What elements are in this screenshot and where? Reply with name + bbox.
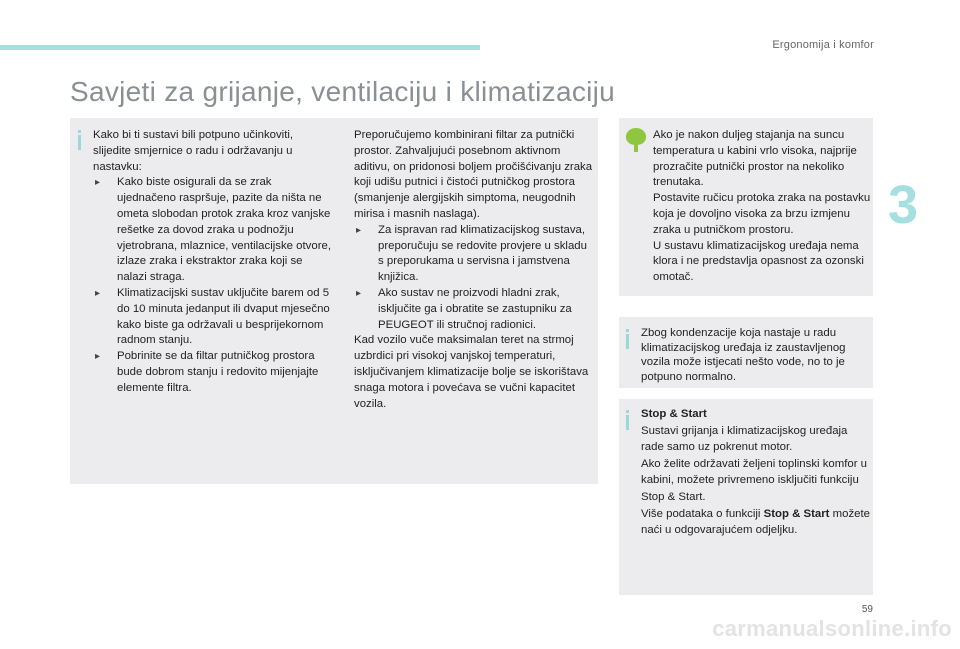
col2-bullet-2: ▸ Ako sustav ne proizvodi hladni zrak, isključite ga i obratite se zastupniku za PEUGEOT ili stručnoj radionici.: [354, 286, 594, 333]
col1-bullet-3: ▸ Pobrinite se da filtar putničkog prostora bude dobrom stanju i redovito mijenjajte elemente filtra.: [93, 349, 333, 396]
stop-start-p3-bold: Stop & Start: [763, 507, 830, 520]
stop-start-p3-start: Više podataka o funkciji: [641, 507, 764, 520]
page-title: Savjeti za grijanje, ventilaciju i klimatizaciju: [70, 76, 616, 107]
col1-bullet-1: ▸ Kako biste osigurali da se zrak ujednačeno raspršuje, pazite da ništa ne ometa slobodan protok zraka kroz vanjske rešetke za dovod zraka u podnožju vjetrobrana, mlaznice, ventilacijske otvore, izlaze zraka i ekstraktor zraka koji se nalazi straga.: [93, 175, 333, 286]
col2-bullet-1: ▸ Za ispravan rad klimatizacijskog sustava, preporučuju se redovite provjere u skladu s preporukama u servisna i jamstvena knjižica.: [354, 223, 594, 286]
stop-start-p1: Sustavi grijanja i klimatizacijskog uređaja rade samo uz pokrenut motor.: [641, 424, 848, 454]
eco-tip-p3: U sustavu klimatizacijskog uređaja nema klora i ne predstavlja opasnost za ozonski omotač.: [653, 239, 864, 284]
condensation-text: [641, 326, 871, 384]
page-number: 59: [861, 604, 873, 615]
stop-start-p3: [641, 506, 871, 539]
eco-tip-text: [653, 128, 871, 286]
stop-start-title: Stop & Start: [641, 408, 707, 420]
eco-tip-p1: Ako je nakon duljeg stajanja na suncu temperatura u kabini vrlo visoka, najprije prozračite putnički prostor na nekoliko trenutaka.: [653, 129, 857, 189]
advice-column-1: [93, 128, 333, 397]
condensation-p: Zbog kondenzacije koja nastaje u radu klimatizacijskog uređaja iz zaustavljenog vozila može istjecati nešto vode, no to je potpuno normalno.: [641, 327, 846, 383]
col2-outro: Kad vozilo vuče maksimalan teret na strmoj uzbrdici pri visokoj vanjskoj temperaturi, isključivanjem klimatizacije bolje se iskorištava snaga motora i povećava se vučni kapacitet vozila.: [354, 334, 589, 410]
stop-start-text: [641, 406, 871, 539]
col1-bullet-2: ▸ Klimatizacijski sustav uključite barem od 5 do 10 minuta jedanput ili dvaput mjesečno kako biste ga održavali u besprijekornom radnom stanju.: [93, 286, 333, 349]
section-name: Ergonomija i komfor: [772, 39, 874, 51]
chapter-number: 3: [888, 175, 919, 235]
tree-icon: [626, 128, 646, 152]
eco-tip-p2: Postavite ručicu protoka zraka na postavku koja je dovoljno visoka za brzu izmjenu zraka u putničkom prostoru.: [653, 192, 871, 236]
advice-column-2: [354, 128, 594, 412]
watermark: carmanualsonline.info: [712, 616, 952, 641]
col2-intro: Preporučujemo kombinirani filtar za putnički prostor. Zahvaljujući posebnom aktivnom aditivu, on pridonosi boljem pročišćivanju zraka koji udišu putnici i čistoći putničkog prostora (smanjenje alergijskih simptoma, neugodnih mirisa i masnih naslaga).: [354, 129, 593, 220]
stop-start-p2: Ako želite održavati željeni toplinski komfor u kabini, možete privremeno isključiti funkciju Stop & Start.: [641, 457, 868, 503]
col1-intro: Kako bi ti sustavi bili potpuno učinkoviti, slijedite smjernice o radu i održavanju u nastavku:: [93, 129, 294, 173]
stop-start-p3-end: možete naći u odgovarajućem odjeljku.: [641, 507, 870, 537]
header-accent-bar: [0, 45, 480, 50]
